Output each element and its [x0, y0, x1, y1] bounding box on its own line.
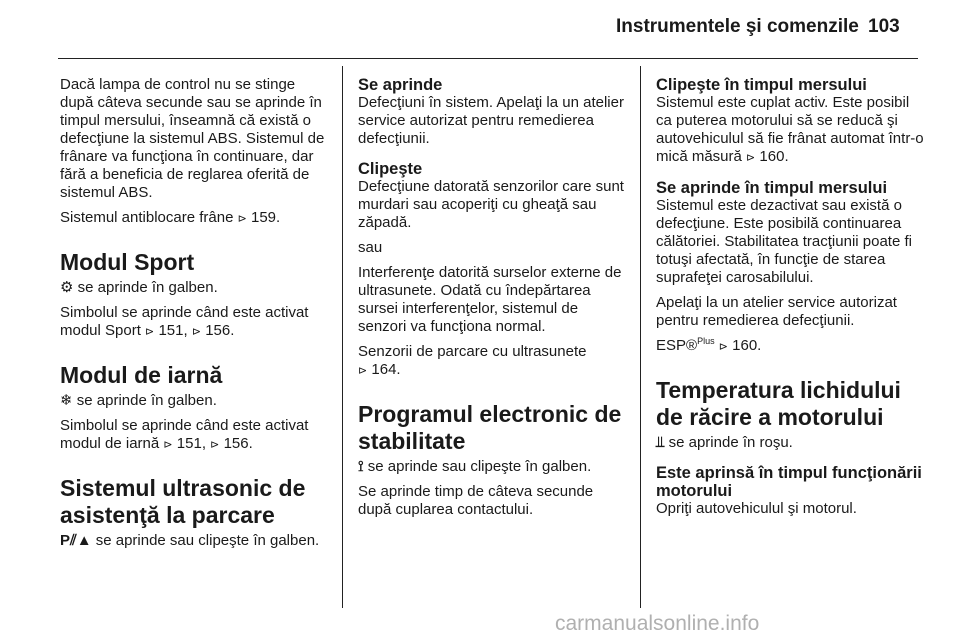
header-rule: [58, 58, 918, 59]
reference-arrow-icon: ⊳: [191, 326, 202, 338]
lights-driving-text: Sistemul este dezactivat sau există o defecţiune. Este posibilă continuarea călătoriei. Stabilitatea tracţiunii poate fi totuşi afectată, în funcţie de starea suprafeţei carosabilului.: [656, 197, 912, 286]
reference-arrow-icon: ⊳: [718, 341, 728, 353]
parking-assist-icon: P⫽▲: [60, 532, 92, 549]
heading-parking-assist: Sistemul ultrasonic de asistenţă la parcare: [60, 475, 306, 528]
column-1: [60, 76, 328, 557]
esp-plus-reference: ESP®$^{Plus}$ ⊳ 160.: [656, 336, 762, 354]
page-number: 103: [868, 16, 900, 37]
page-header-title: Instrumentele şi comenzile: [616, 16, 859, 37]
heading-flashes: Clipeşte: [358, 160, 423, 178]
coolant-temperature-icon: ⫫: [656, 434, 665, 451]
reference-arrow-icon: ⊳: [163, 439, 173, 451]
reference-arrow-icon: ⊳: [145, 326, 155, 338]
esp-description: Se aprinde timp de câteva secunde după cuplarea contactului.: [358, 483, 594, 518]
column-2: [358, 76, 626, 526]
abs-reference: Sistemul antiblocare frâne ⊳ 159.: [60, 209, 281, 226]
reference-arrow-icon: ⊳: [746, 152, 756, 164]
interference-text: Interferenţe datorită surselor externe de ultrasunete. Odată cu îndepărtarea sursei interferenţelor, sistemul de senzori va funcţiona normal.: [358, 264, 622, 335]
stop-text: Opriţi autovehiculul şi motorul.: [656, 500, 857, 517]
reference-arrow-icon: ⊳: [358, 365, 368, 377]
esp-indicator: ⟟ se aprinde sau clipeşte în galben.: [358, 458, 592, 475]
winter-indicator: ❄ se aprinde în galben.: [60, 392, 217, 409]
abs-paragraph: Dacă lampa de control nu se stinge după câteva secunde sau se aprinde în timpul mersului, înseamnă că există o defecţiune la sistemul ABS. Sistemul de frânare va funcţiona în continuare, dar fără a beneficia de reglarea oferită de sistemul ABS.: [60, 76, 325, 201]
heading-coolant-temperature: Temperatura lichidului de răcire a motorului: [656, 377, 901, 430]
heading-flashes-driving: Clipeşte în timpul mersului: [656, 76, 867, 94]
reference-arrow-icon: ⊳: [237, 213, 247, 225]
heading-lit-engine-running: Este aprinsă în timpul funcţionării motorului: [656, 464, 922, 500]
column-divider-2: [640, 66, 641, 608]
sport-description: Simbolul se aprinde când este activat modul Sport ⊳ 151, ⊳ 156.: [60, 304, 309, 339]
sensors-reference: Senzorii de parcare cu ultrasunete ⊳ 164.: [358, 343, 587, 378]
esp-icon: ⟟: [358, 458, 364, 475]
snowflake-icon: ❄: [60, 392, 73, 409]
heading-sport-mode: Modul Sport: [60, 249, 195, 275]
flashes-text: Defecţiune datorată senzorilor care sunt murdari sau acoperiţi cu gheaţă sau zăpadă.: [358, 178, 624, 231]
heading-lights-up: Se aprinde: [358, 76, 443, 94]
or-text: sau: [358, 239, 383, 256]
column-divider-1: [342, 66, 343, 608]
heading-winter-mode: Modul de iarnă: [60, 362, 223, 388]
heading-esp: Programul electronic de stabilitate: [358, 401, 622, 454]
heading-lights-driving: Se aprinde în timpul mersului: [656, 179, 888, 197]
winter-description: Simbolul se aprinde când este activat modul de iarnă ⊳ 151, ⊳ 156.: [60, 417, 309, 452]
reference-arrow-icon: ⊳: [210, 439, 220, 451]
service-text: Apelaţi la un atelier service autorizat pentru remedierea defecţiunii.: [656, 294, 897, 329]
parking-indicator: P⫽▲ se aprinde sau clipeşte în galben.: [60, 532, 320, 549]
lights-up-text: Defecţiuni în sistem. Apelaţi la un atelier service autorizat pentru remedierea defecţiunii.: [358, 94, 624, 147]
column-3: [656, 76, 924, 525]
watermark: carmanualsonline.info: [555, 612, 760, 635]
coolant-indicator: ⫫ se aprinde în roşu.: [656, 434, 793, 451]
flashes-driving-text: Sistemul este cuplat activ. Este posibil ca puterea motorului să se reducă şi autovehiculul să fie frânat automat într-o mică măsură ⊳ 160.: [656, 94, 924, 165]
sport-mode-icon: ⚙: [60, 279, 74, 296]
sport-indicator: ⚙ se aprinde în galben.: [60, 279, 218, 296]
